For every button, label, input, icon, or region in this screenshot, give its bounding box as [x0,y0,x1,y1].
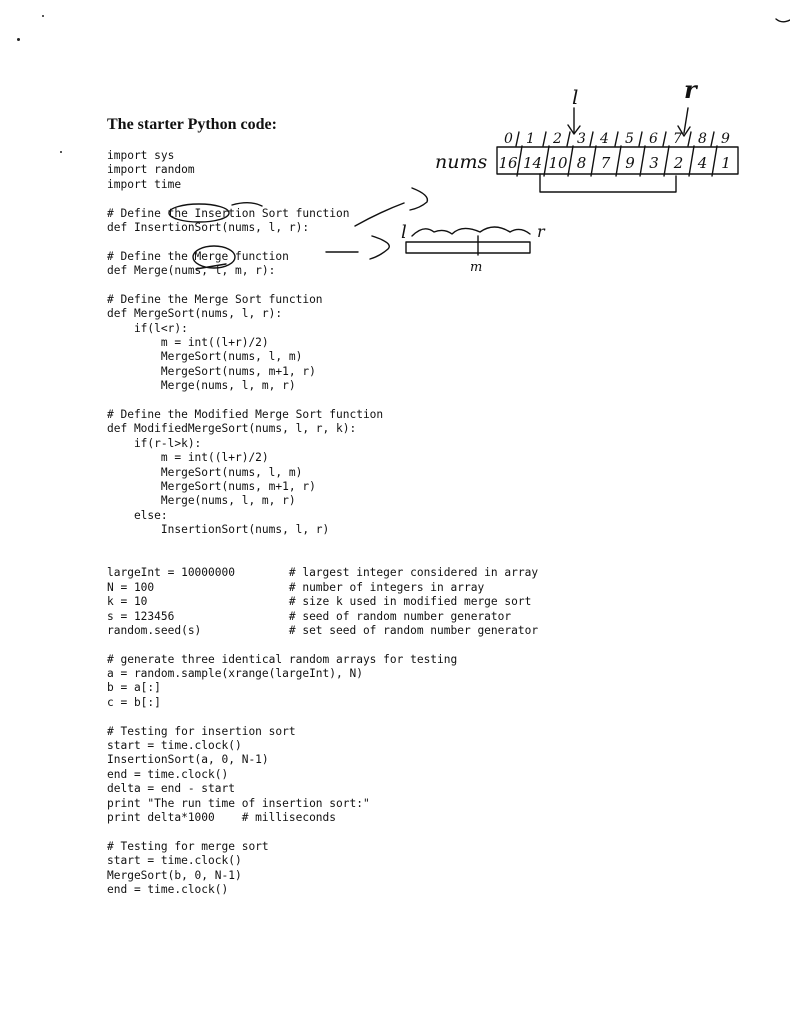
code-line: import random [107,163,195,177]
code-line: delta = end - start [107,782,235,796]
code-line [107,638,667,652]
index-tick [663,132,666,146]
array-cell-value: 7 [600,154,611,172]
pointer-r-label: r [684,75,697,104]
range-r-label: r [537,222,545,241]
array-index-label: 0 [504,131,513,147]
code-line: m = int((l+r)/2) [107,451,269,465]
code-line: a = random.sample(xrange(largeInt), N) [107,667,363,681]
code-line: # Testing for insertion sort [107,724,296,738]
array-cell-value: 10 [548,154,568,172]
pointer-l-arrow [568,108,580,134]
array-cell-divider [712,146,717,176]
code-line: end = time.clock() [107,882,229,896]
code-line [107,538,667,552]
code-line: def MergeSort(nums, l, r): [107,307,283,321]
code-line: MergeSort(b, 0, N-1) [107,868,242,882]
scan-speck [60,151,62,153]
corner-mark [776,19,790,22]
scan-speck [17,38,20,41]
code-line: # Define the Insertion Sort function [107,206,350,220]
pointer-r-arrow [678,108,690,136]
code-line: k = 10 # size k used in modified merge sort [107,595,532,609]
code-line: b = a[:] [107,681,161,695]
code-line: InsertionSort(a, 0, N-1) [107,753,269,767]
code-line: # Define the Merge function [107,249,289,263]
code-line: MergeSort(nums, l, m) [107,465,303,479]
code-line: c = b[:] [107,695,161,709]
code-line: MergeSort(nums, l, m) [107,350,303,364]
page-title: The starter Python code: [107,116,277,133]
code-line: def InsertionSort(nums, l, r): [107,220,310,234]
code-line: start = time.clock() [107,854,242,868]
array-index-label: 5 [625,131,634,147]
array-index-label: 1 [526,131,535,147]
code-line: # generate three identical random arrays for testing [107,652,458,666]
index-tick [567,132,570,146]
code-line: Merge(nums, l, m, r) [107,379,296,393]
array-index-label: 2 [553,131,562,147]
code-line [107,394,667,408]
code-line [107,279,667,293]
code-line: N = 100 # number of integers in array [107,580,485,594]
nums-label: nums [435,151,488,173]
array-index-label: 4 [600,131,609,147]
index-tick [516,132,519,146]
range-m-label: m [470,260,483,275]
index-tick [590,132,593,146]
code-line: end = time.clock() [107,767,229,781]
code-line: import time [107,177,182,191]
array-cell-value: 16 [498,154,518,172]
array-cell-value: 9 [625,154,635,172]
code-line: # Define the Merge Sort function [107,292,323,306]
code-line: print delta*1000 # milliseconds [107,810,337,824]
code-line [107,552,667,566]
array-index-label: 3 [577,131,586,147]
code-line: if(r-l>k): [107,436,202,450]
index-row [504,131,730,147]
code-listing [107,149,667,897]
code-line: largeInt = 10000000 # largest integer considered in array [107,566,539,580]
index-tick [615,132,618,146]
scan-speck [42,15,44,17]
index-tick [543,132,546,146]
code-line [107,825,667,839]
code-line [107,192,667,206]
code-line [107,235,667,249]
array-cell-value: 8 [576,154,587,172]
index-tick [688,132,691,146]
pointer-l-label: l [572,85,579,109]
array-cell-value: 3 [649,154,659,172]
code-line: m = int((l+r)/2) [107,336,269,350]
code-line: # Define the Modified Merge Sort function [107,408,384,422]
array-index-label: 9 [721,131,730,147]
array-index-label: 7 [673,131,682,147]
code-line: s = 123456 # seed of random number generator [107,609,512,623]
code-line: def ModifiedMergeSort(nums, l, r, k): [107,422,357,436]
range-l-label: l [401,222,407,243]
code-line: else: [107,508,168,522]
array-cell-value: 14 [522,154,543,172]
index-tick [639,132,642,146]
array-index-label: 6 [649,131,658,147]
code-line: def Merge(nums, l, m, r): [107,264,276,278]
array-index-label: 8 [698,131,707,147]
array-cell-divider [689,146,694,176]
code-line: MergeSort(nums, m+1, r) [107,364,316,378]
code-line: MergeSort(nums, m+1, r) [107,479,316,493]
index-tick [711,132,714,146]
code-line: random.seed(s) # set seed of random number generator [107,623,539,637]
code-line: start = time.clock() [107,739,242,753]
code-line: # Testing for merge sort [107,839,269,853]
code-line: if(l<r): [107,321,188,335]
array-cell-value: 2 [673,154,684,172]
array-cell-value: 1 [721,154,731,172]
code-line: print "The run time of insertion sort:" [107,796,370,810]
array-cell-value: 4 [697,154,708,172]
code-line [107,710,667,724]
code-line: import sys [107,149,175,162]
code-line: Merge(nums, l, m, r) [107,494,296,508]
code-line: InsertionSort(nums, l, r) [107,523,330,537]
